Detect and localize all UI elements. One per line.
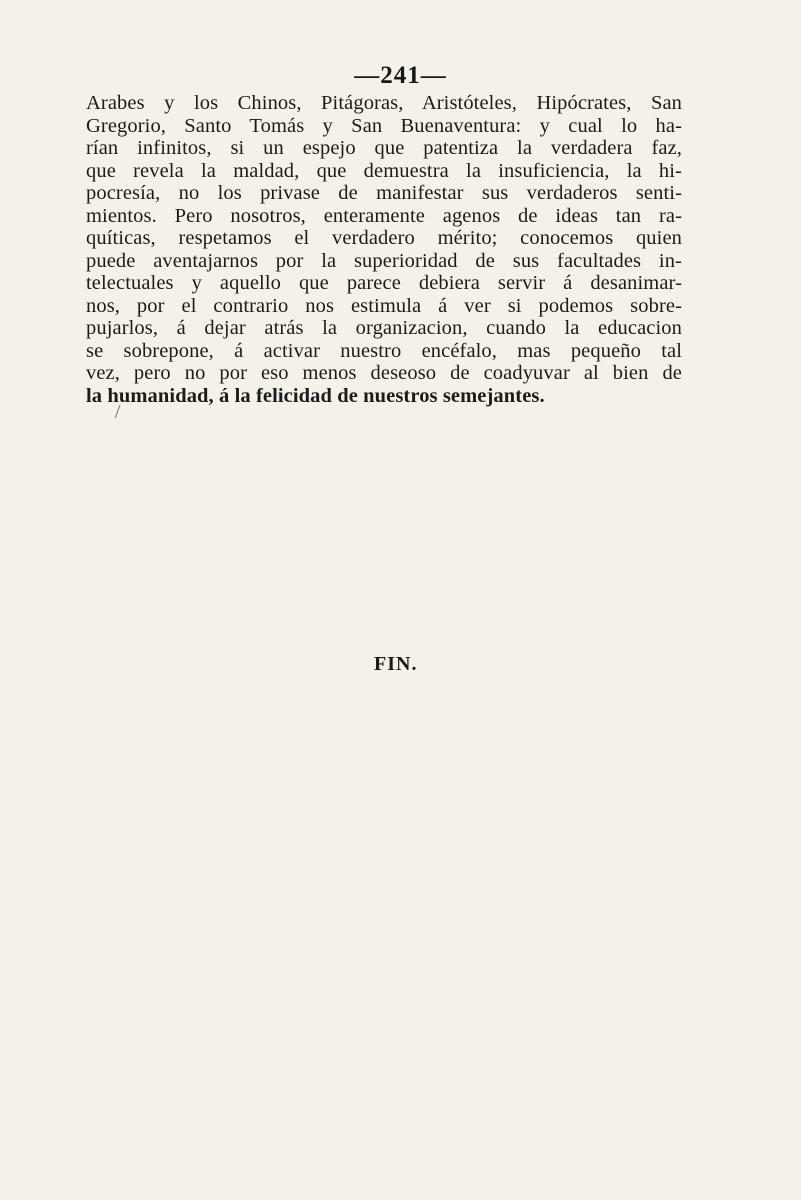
- page-number: —241—: [354, 62, 447, 89]
- text-line: pocresía, no los privase de manifestar sus verdaderos senti-: [86, 182, 682, 204]
- text-line: pujarlos, á dejar atrás la organizacion, cuando la educacion: [86, 317, 682, 339]
- text-line: se sobrepone, á activar nuestro encéfalo, mas pequeño tal: [86, 339, 682, 362]
- text-line: Arabes y los Chinos, Pitágoras, Aristóteles, Hipócrates, San: [86, 92, 682, 114]
- text-line: nos, por el contrario nos estimula á ver si podemos sobre-: [86, 294, 682, 317]
- end-mark: FIN.: [374, 653, 418, 675]
- body-text: [86, 92, 682, 407]
- text-line: vez, pero no por eso menos deseoso de coadyuvar al bien de: [86, 362, 682, 384]
- text-line: puede aventajarnos por la superioridad de sus facultades in-: [86, 249, 682, 272]
- text-line-final: la humanidad, á la felicidad de nuestros semejantes.: [86, 384, 545, 407]
- text-line: que revela la maldad, que demuestra la insuficiencia, la hi-: [86, 159, 682, 182]
- text-line: mientos. Pero nosotros, enteramente agenos de ideas tan ra-: [86, 204, 682, 227]
- text-line: quíticas, respetamos el verdadero mérito; conocemos quien: [86, 227, 682, 249]
- text-line: Gregorio, Santo Tomás y San Buenaventura: y cual lo ha-: [86, 114, 682, 137]
- text-line: telectuales y aquello que parece debiera servir á desanimar-: [86, 272, 682, 294]
- text-line: rían infinitos, si un espejo que patentiza la verdadera faz,: [86, 137, 682, 159]
